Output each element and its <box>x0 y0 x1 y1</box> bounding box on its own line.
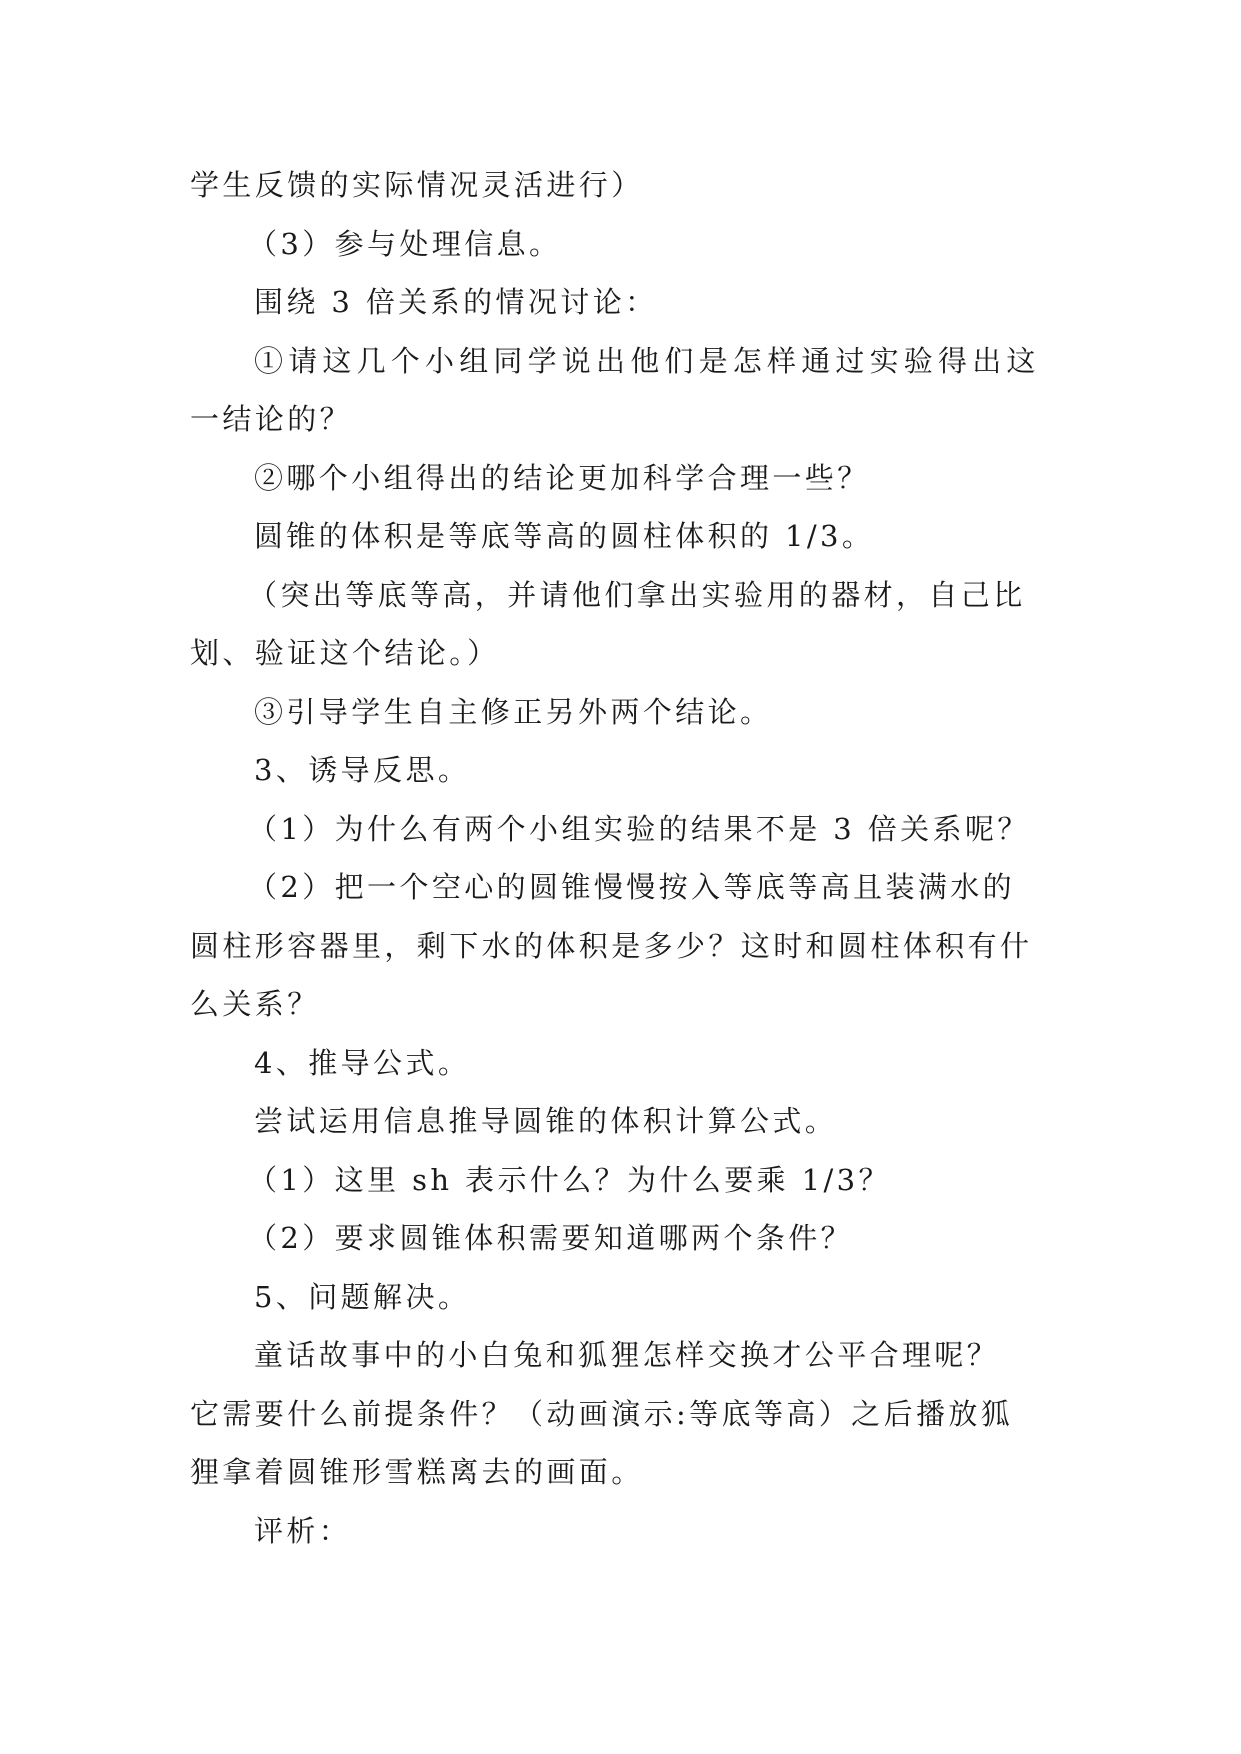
paragraph-line: 围绕 3 倍关系的情况讨论： <box>254 285 658 319</box>
paragraph-line: 它需要什么前提条件？（动画演示:等底等高）之后播放狐 <box>190 1396 1014 1431</box>
paragraph-line: 3、诱导反思。 <box>254 753 471 787</box>
paragraph-line: 学生反馈的实际情况灵活进行） <box>190 168 644 202</box>
paragraph-line: 评析： <box>254 1513 352 1548</box>
paragraph-line: （3）参与处理信息。 <box>248 226 562 261</box>
paragraph-line: 圆锥的体积是等底等高的圆柱体积的 1/3。 <box>254 519 875 553</box>
paragraph-line: ②哪个小组得出的结论更加科学合理一些？ <box>254 460 870 495</box>
paragraph-line: （1）这里 sh 表示什么？为什么要乘 1/3？ <box>248 1162 891 1197</box>
paragraph-line: 一结论的？ <box>190 402 353 436</box>
paragraph-line: 尝试运用信息推导圆锥的体积计算公式。 <box>254 1104 838 1138</box>
paragraph-line: （2）把一个空心的圆锥慢慢按入等底等高且装满水的 <box>248 870 1016 904</box>
paragraph-line: 划、验证这个结论。） <box>190 636 500 670</box>
paragraph-line: 5、问题解决。 <box>254 1279 471 1314</box>
paragraph-line: 狸拿着圆锥形雪糕离去的画面。 <box>190 1455 644 1489</box>
paragraph-line: 么关系？ <box>190 987 320 1021</box>
paragraph-line: ①请这几个小组同学说出他们是怎样通过实验得出这 <box>254 343 1041 378</box>
paragraph-line: （1）为什么有两个小组实验的结果不是 3 倍关系呢？ <box>248 811 1030 846</box>
document-body <box>190 156 1060 1560</box>
paragraph-line: 童话故事中的小白兔和狐狸怎样交换才公平合理呢？ <box>254 1338 1000 1372</box>
paragraph-line: 4、推导公式。 <box>254 1045 471 1080</box>
paragraph-line: （2）要求圆锥体积需要知道哪两个条件？ <box>248 1221 854 1255</box>
paragraph-line: 圆柱形容器里，剩下水的体积是多少？这时和圆柱体积有什 <box>190 928 1033 963</box>
paragraph-line: （突出等底等高，并请他们拿出实验用的器材，自己比 <box>248 577 1026 612</box>
paragraph-line: ③引导学生自主修正另外两个结论。 <box>254 694 773 729</box>
